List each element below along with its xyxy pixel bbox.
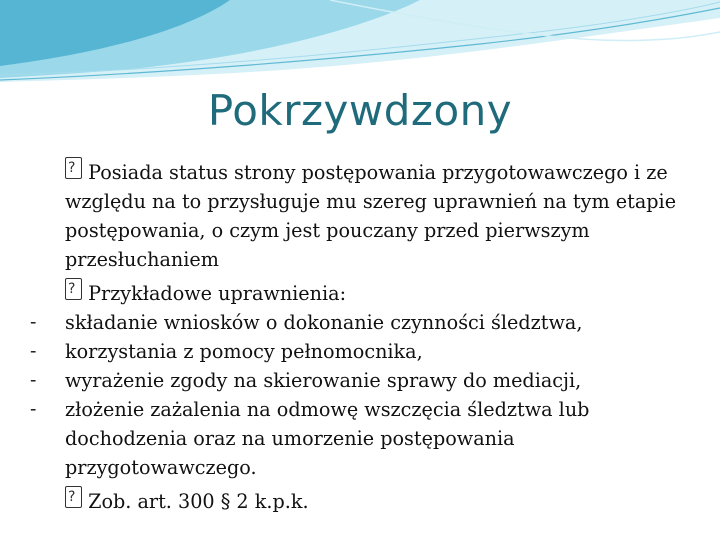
header-wave-decoration	[0, 0, 720, 95]
dash-item	[30, 395, 700, 482]
dash-marker: -	[30, 311, 37, 333]
dash-marker: -	[30, 340, 37, 362]
dash-text: wyrażenie zgody na skierowanie sprawy do mediacji,	[65, 369, 582, 392]
dash-text: złożenie zażalenia na odmowę wszczęcia śledztwa lub dochodzenia oraz na umorzenie postępowania przygotowawczego.	[65, 398, 590, 479]
dash-marker: -	[30, 398, 37, 420]
dash-item	[30, 366, 700, 395]
missing-glyph-icon	[65, 278, 82, 300]
missing-glyph-icon	[65, 486, 82, 508]
bullet-text: Przykładowe uprawnienia:	[88, 282, 347, 305]
bullet-item	[30, 274, 700, 308]
slide-content	[30, 153, 700, 516]
bullet-text: Zob. art. 300 § 2 k.p.k.	[88, 490, 309, 513]
dash-item	[30, 308, 700, 337]
bullet-item	[30, 153, 700, 274]
bullet-text: Posiada status strony postępowania przygotowawczego i ze względu na to przysługuje mu szereg uprawnień na tym etapie postępowania, o czym jest pouczany przed pierwszym przesłuchaniem	[65, 161, 677, 271]
slide-title: Pokrzywdzony	[207, 86, 513, 135]
dash-item	[30, 337, 700, 366]
dash-text: korzystania z pomocy pełnomocnika,	[65, 340, 423, 363]
bullet-item	[30, 482, 700, 516]
dash-text: składanie wniosków o dokonanie czynności śledztwa,	[65, 311, 583, 334]
missing-glyph-icon	[65, 157, 82, 179]
dash-marker: -	[30, 369, 37, 391]
